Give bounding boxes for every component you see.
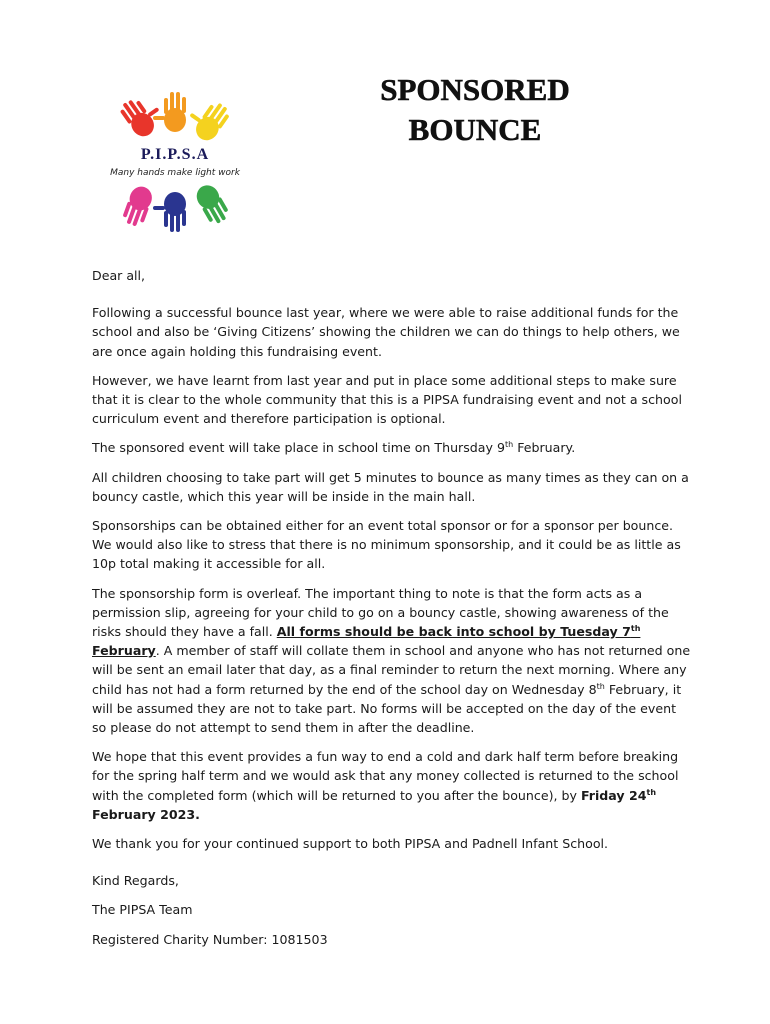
paragraph-thanks: We thank you for your continued support to both PIPSA and Padnell Infant School. — [92, 836, 609, 852]
pink-hand-icon — [121, 183, 155, 228]
form-deadline-notice: All forms should be back into school by Tuesday 7th February — [92, 623, 641, 659]
logo-tagline: Many hands make light work — [110, 168, 240, 178]
blue-hand-icon — [153, 192, 186, 232]
paragraph-bounce-details: All children choosing to take part will get 5 minutes to bounce as many times as they can on a bouncy castle, which this year will be inside in the main hall. — [92, 469, 689, 504]
green-hand-icon — [192, 181, 231, 227]
paragraph-money-return: We hope that this event provides a fun way to end a cold and dark half term before breaking for the spring half term and we would ask that any money collected is returned to the school with the completed form (which will be returned to you after the bounce), by Friday 24th February 2023. — [92, 749, 679, 822]
paragraph-intro: Following a successful bounce last year, where we were able to raise additional funds for the school and also be ‘Giving Citizens’ showing the children we can do things to help others, we are once again holding this fundraising event. — [92, 305, 680, 359]
money-deadline: Friday 24th February 2023. — [92, 787, 657, 822]
charity-number: Registered Charity Number: 1081503 — [92, 931, 328, 947]
paragraph-sponsorship: Sponsorships can be obtained either for an event total sponsor or for a sponsor per bounce. We would also like to stress that there is no minimum sponsorship, and it could be as little as 10p total making it accessible for all. — [92, 518, 681, 572]
paragraph-form-deadline: The sponsorship form is overleaf. The important thing to note is that the form acts as a permission slip, agreeing for your child to go on a bouncy castle, showing awareness of the risks should they have a fall. All forms should be back into school by Tuesday 7th February. A member of staff will collate them in school and anyone who has not returned one will be sent an email later that day, as a final reminder to return the next morning. Where any child has not had a form returned by the end of the school day on Wednesday 8th February, it will be assumed they are not to take part. No forms will be accepted on the day of the event so please do not attempt to send them in after the deadline. — [92, 585, 691, 736]
page-title — [345, 70, 605, 150]
signoff: Kind Regards, — [92, 873, 179, 889]
orange-hand-icon — [153, 92, 186, 132]
letter-body — [92, 266, 692, 959]
signature: The PIPSA Team — [92, 902, 193, 918]
paragraph-event-date: The sponsored event will take place in school time on Thursday 9th February. — [92, 440, 576, 456]
paragraph-changes: However, we have learnt from last year and put in place some additional steps to make sure that it is clear to the whole community that this is a PIPSA fundraising event and not a school curriculum event and therefore participation is optional. — [92, 372, 682, 427]
title-line-1: SPONSORED — [380, 72, 570, 107]
yellow-hand-icon — [183, 93, 233, 145]
logo-title: P.I.P.S.A — [140, 146, 210, 163]
greeting: Dear all, — [92, 268, 146, 283]
red-hand-icon — [118, 89, 168, 141]
title-line-2: BOUNCE — [408, 112, 542, 147]
pipsa-logo — [100, 86, 250, 236]
